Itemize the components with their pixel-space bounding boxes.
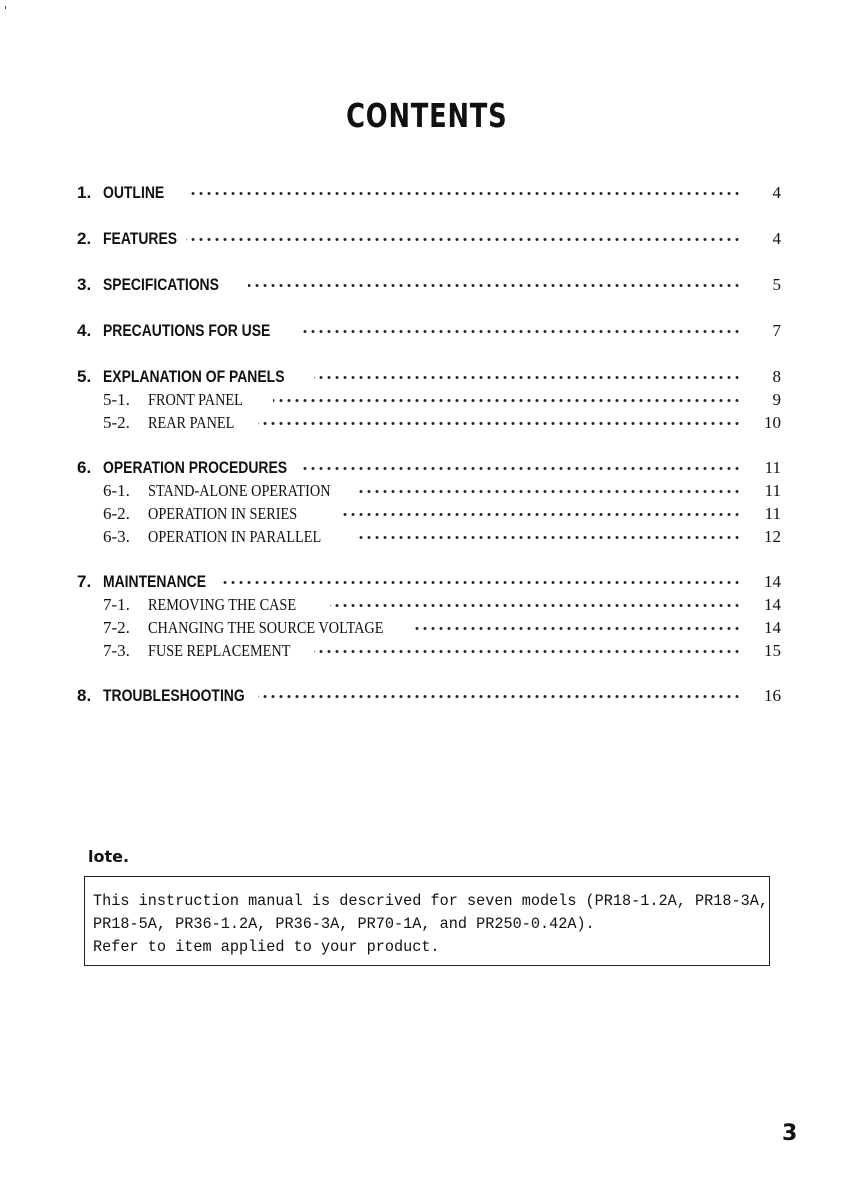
dot-leader [330, 604, 741, 607]
toc-entry-label: REMOVING THE CASE [148, 595, 297, 614]
toc-entry-label: MAINTENANCE [103, 572, 206, 591]
toc-entry-number: 6-3. [103, 527, 130, 546]
toc-entry-parallel[interactable] [0, 526, 845, 548]
toc-entry-troubleshooting[interactable] [0, 685, 845, 707]
note-heading: lote. [88, 847, 130, 866]
dot-leader [300, 330, 741, 333]
toc-entry-number: 1. [77, 183, 92, 202]
toc-entry-page: 12 [764, 527, 781, 546]
toc-entry-page: 4 [772, 229, 781, 248]
dot-leader [302, 467, 741, 470]
toc-entry-source-voltage[interactable] [0, 617, 845, 639]
page-number: 3 [782, 1121, 798, 1146]
toc-entry-number: 7-2. [103, 618, 130, 637]
toc-entry-number: 5-1. [103, 390, 130, 409]
toc-entry-page: 4 [772, 183, 781, 202]
toc-entry-label: STAND-ALONE OPERATION [148, 481, 331, 500]
dot-leader [186, 238, 741, 241]
toc-entry-page: 7 [772, 321, 781, 340]
dot-leader [248, 284, 741, 287]
toc-entry-label: OUTLINE [103, 183, 165, 202]
toc-entry-number: 6-2. [103, 504, 130, 523]
toc-entry-label: OPERATION IN PARALLEL [148, 527, 322, 546]
toc-entry-label: FEATURES [103, 229, 178, 248]
dot-leader [258, 695, 741, 698]
dot-leader [357, 490, 741, 493]
toc-entry-page: 14 [764, 618, 781, 637]
dot-leader [188, 192, 741, 195]
toc-entry-number: 7-3. [103, 641, 130, 660]
toc-entry-number: 7. [77, 572, 92, 591]
toc-entry-removing-case[interactable] [0, 594, 845, 616]
toc-entry-label: EXPLANATION OF PANELS [103, 367, 285, 386]
dot-leader [342, 513, 741, 516]
toc-entry-number: 8. [77, 686, 92, 705]
toc-entry-label: SPECIFICATIONS [103, 275, 219, 294]
toc-entry-page: 14 [764, 595, 781, 614]
dot-leader [412, 627, 741, 630]
note-line: PR18-5A, PR36-1.2A, PR36-3A, PR70-1A, and PR250-0.42A). [93, 915, 595, 933]
toc-entry-label: TROUBLESHOOTING [103, 686, 245, 705]
dot-leader [258, 422, 741, 425]
scan-mark [5, 6, 6, 9]
toc-entry-maintenance[interactable] [0, 571, 845, 593]
toc-entry-panels[interactable] [0, 366, 845, 388]
toc-entry-operation-procedures[interactable] [0, 457, 845, 479]
dot-leader [273, 399, 741, 402]
toc-entry-number: 4. [77, 321, 92, 340]
toc-entry-page: 11 [764, 504, 781, 523]
toc-entry-label: OPERATION PROCEDURES [103, 458, 288, 477]
toc-entry-label: OPERATION IN SERIES [148, 504, 298, 523]
toc-entry-page: 9 [772, 390, 781, 409]
toc-entry-number: 5-2. [103, 413, 130, 432]
dot-leader [314, 376, 741, 379]
toc-entry-label: FUSE REPLACEMENT [148, 641, 291, 660]
toc-entry-number: 2. [77, 229, 92, 248]
toc-entry-features[interactable] [0, 228, 845, 250]
toc-entry-page: 8 [772, 367, 781, 386]
toc-entry-number: 6-1. [103, 481, 130, 500]
page-title: CONTENTS [346, 96, 508, 135]
toc-entry-page: 11 [764, 458, 781, 477]
toc-entry-stand-alone[interactable] [0, 480, 845, 502]
toc-entry-number: 7-1. [103, 595, 130, 614]
note-line: This instruction manual is descrived for seven models (PR18-1.2A, PR18-3A, [93, 892, 768, 910]
note-line: Refer to item applied to your product. [93, 938, 440, 956]
toc-entry-number: 3. [77, 275, 92, 294]
toc-entry-label: REAR PANEL [148, 413, 235, 432]
dot-leader [357, 536, 741, 539]
dot-leader [314, 650, 741, 653]
toc-entry-label: CHANGING THE SOURCE VOLTAGE [148, 618, 384, 637]
toc-entry-precautions[interactable] [0, 320, 845, 342]
toc-entry-outline[interactable] [0, 182, 845, 204]
toc-entry-page: 16 [764, 686, 781, 705]
toc-entry-label: FRONT PANEL [148, 390, 243, 409]
toc-entry-page: 14 [764, 572, 781, 591]
toc-entry-page: 5 [772, 275, 781, 294]
toc-entry-page: 15 [764, 641, 781, 660]
dot-leader [220, 581, 741, 584]
toc-entry-page: 11 [764, 481, 781, 500]
toc-entry-label: PRECAUTIONS FOR USE [103, 321, 271, 340]
toc-entry-series[interactable] [0, 503, 845, 525]
toc-entry-front-panel[interactable] [0, 389, 845, 411]
toc-entry-fuse-replacement[interactable] [0, 640, 845, 662]
toc-entry-rear-panel[interactable] [0, 412, 845, 434]
toc-entry-specifications[interactable] [0, 274, 845, 296]
toc-entry-number: 6. [77, 458, 92, 477]
toc-entry-number: 5. [77, 367, 92, 386]
toc-entry-page: 10 [764, 413, 781, 432]
